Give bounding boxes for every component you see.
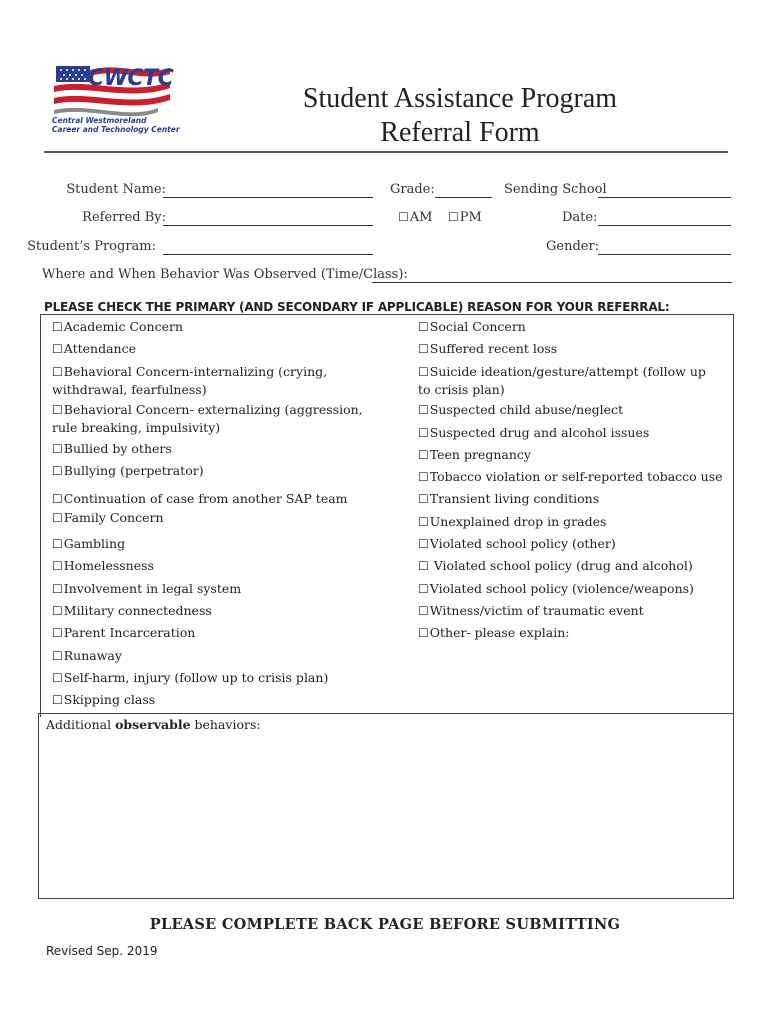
am-checkbox[interactable] [398, 210, 432, 225]
checkbox-icon: ☐ [52, 671, 63, 685]
checkbox-icon: ☐ [418, 515, 429, 529]
checkbox-icon: ☐ [418, 403, 429, 417]
referred-by-label: Referred By: [82, 210, 166, 225]
checkbox-icon: ☐ [398, 210, 409, 224]
reason-label: Transient living conditions [429, 491, 600, 506]
student-name-label: Student Name: [66, 182, 166, 197]
reason-label: Violated school policy (drug and alcohol) [429, 558, 693, 573]
checkbox-icon: ☐ [52, 537, 63, 551]
checkbox-icon: ☐ [418, 342, 429, 356]
pm-label: PM [459, 210, 482, 225]
checkbox-icon: ☐ [52, 442, 63, 456]
checkbox-icon: ☐ [52, 342, 63, 356]
checkbox-icon: ☐ [52, 320, 63, 334]
revised-date: Revised Sep. 2019 [46, 944, 158, 958]
checkbox-icon: ☐ [52, 365, 63, 379]
reason-checkbox[interactable] [52, 580, 241, 598]
reason-checkbox[interactable] [52, 624, 195, 642]
reason-label: Social Concern [429, 319, 526, 334]
checkbox-icon: ☐ [52, 649, 63, 663]
obs-suffix: behaviors: [190, 717, 261, 732]
reason-label: Gambling [63, 536, 126, 551]
reason-checkbox[interactable] [52, 462, 204, 480]
checkbox-icon: ☐ [52, 403, 63, 417]
reason-label: Suicide ideation/gesture/attempt (follow up to crisis plan) [418, 364, 706, 397]
reason-checkbox[interactable] [52, 490, 348, 508]
reason-label: Military connectedness [63, 603, 212, 618]
checkbox-icon: ☐ [418, 492, 429, 506]
reason-label: Homelessness [63, 558, 154, 573]
reason-checkbox[interactable] [418, 602, 644, 620]
checkbox-icon: ☐ [418, 470, 429, 484]
students-program-field[interactable] [163, 254, 373, 255]
checkbox-icon: ☐ [418, 448, 429, 462]
reason-label: Parent Incarceration [63, 625, 196, 640]
reason-checkbox[interactable] [418, 513, 606, 531]
where-when-field[interactable] [372, 282, 732, 283]
reason-label: Runaway [63, 648, 122, 663]
reason-checkbox[interactable] [52, 647, 122, 665]
checkbox-icon: ☐ [52, 604, 63, 618]
checkbox-icon: ☐ [448, 210, 459, 224]
referred-by-field[interactable] [163, 225, 373, 226]
reason-label: Witness/victim of traumatic event [429, 603, 644, 618]
reason-label: Unexplained drop in grades [429, 514, 607, 529]
reason-checkbox[interactable] [52, 363, 397, 399]
reason-checkbox[interactable] [418, 446, 531, 464]
checkbox-icon: ☐ [52, 582, 63, 596]
reason-label: Violated school policy (other) [429, 536, 616, 551]
reason-checkbox[interactable] [418, 624, 569, 642]
logo-subtitle-1: Central Westmoreland [52, 116, 147, 125]
reason-label: Continuation of case from another SAP team [63, 491, 348, 506]
cwctc-logo [48, 48, 180, 148]
header-divider [44, 151, 728, 153]
reason-label: Teen pregnancy [429, 447, 531, 462]
grade-field[interactable] [435, 197, 492, 198]
date-field[interactable] [598, 225, 731, 226]
obs-prefix: Additional [46, 717, 116, 732]
checkbox-icon: ☐ [52, 464, 63, 478]
observable-behaviors-textarea[interactable] [38, 713, 734, 899]
reason-checkbox[interactable] [52, 318, 183, 336]
checkbox-icon: ☐ [52, 693, 63, 707]
reason-label: Violated school policy (violence/weapons) [429, 581, 694, 596]
grade-label: Grade: [390, 182, 435, 197]
reason-label: Bullied by others [63, 441, 172, 456]
checkbox-icon: ☐ [418, 537, 429, 551]
logo-text: CWCTC [88, 66, 174, 91]
checkbox-icon: ☐ [52, 492, 63, 506]
reason-checkbox[interactable] [418, 340, 557, 358]
reason-checkbox[interactable] [418, 424, 649, 442]
checkbox-icon: ☐ [52, 626, 63, 640]
reason-checkbox[interactable] [52, 340, 136, 358]
students-program-label: Student’s Program: [27, 239, 156, 254]
reason-checkbox[interactable] [52, 401, 382, 437]
reason-label: Academic Concern [63, 319, 184, 334]
reason-label: Family Concern [63, 510, 164, 525]
where-when-label: Where and When Behavior Was Observed (Time/Class): [42, 267, 408, 282]
reason-checkbox[interactable] [418, 490, 599, 508]
reason-label: Other- please explain: [429, 625, 570, 640]
reason-checkbox[interactable] [418, 363, 718, 399]
reason-checkbox[interactable] [52, 535, 125, 553]
page-title [250, 82, 670, 150]
checkbox-icon: ☐ [418, 320, 429, 334]
checkbox-icon: ☐ [418, 582, 429, 596]
gender-field[interactable] [598, 254, 731, 255]
pm-checkbox[interactable] [448, 210, 482, 225]
reason-checkbox[interactable] [418, 580, 694, 598]
student-name-field[interactable] [163, 197, 373, 198]
checkbox-icon: ☐ [52, 511, 63, 525]
reason-checkbox[interactable] [52, 691, 155, 709]
reason-checkbox[interactable] [418, 468, 723, 486]
reason-label: Behavioral Concern-internalizing (crying, withdrawal, fearfulness) [52, 364, 328, 397]
observable-behaviors-label [46, 716, 261, 734]
checkbox-icon: ☐ [52, 559, 63, 573]
title-line-2: Referral Form [380, 117, 540, 148]
reason-label: Behavioral Concern- externalizing (aggression, rule breaking, impulsivity) [52, 402, 363, 435]
reason-label: Bullying (perpetrator) [63, 463, 204, 478]
checkbox-icon: ☐ [418, 559, 429, 573]
reason-checkbox[interactable] [418, 557, 693, 575]
checkbox-icon: ☐ [418, 426, 429, 440]
footer-notice: PLEASE COMPLETE BACK PAGE BEFORE SUBMITTING [149, 916, 621, 933]
reason-label: Skipping class [63, 692, 156, 707]
reason-label: Involvement in legal system [63, 581, 242, 596]
reason-label: Self-harm, injury (follow up to crisis plan) [63, 670, 329, 685]
checkbox-icon: ☐ [418, 626, 429, 640]
reason-label: Tobacco violation or self-reported tobacco use [429, 469, 723, 484]
sending-school-label: Sending School [504, 182, 607, 197]
checkbox-icon: ☐ [418, 604, 429, 618]
am-label: AM [409, 210, 433, 225]
reason-label: Suspected child abuse/neglect [429, 402, 624, 417]
reason-label: Suffered recent loss [429, 341, 558, 356]
reason-label: Suspected drug and alcohol issues [429, 425, 650, 440]
reason-checkbox[interactable] [52, 509, 164, 527]
reason-checkbox[interactable] [418, 318, 526, 336]
logo-subtitle-2: Career and Technology Center [52, 125, 180, 134]
obs-bold: observable [115, 717, 191, 732]
reason-label: Attendance [63, 341, 136, 356]
reason-checkbox[interactable] [52, 602, 212, 620]
reasons-header: PLEASE CHECK THE PRIMARY (AND SECONDARY IF APPLICABLE) REASON FOR YOUR REFERRAL: [44, 300, 670, 314]
reason-checkbox[interactable] [52, 440, 172, 458]
title-line-1: Student Assistance Program [302, 83, 618, 114]
gender-label: Gender: [546, 239, 600, 254]
checkbox-icon: ☐ [418, 365, 429, 379]
reason-checkbox[interactable] [52, 669, 328, 687]
reason-checkbox[interactable] [418, 535, 616, 553]
date-label: Date: [562, 210, 598, 225]
sending-school-field[interactable] [598, 197, 731, 198]
reason-checkbox[interactable] [52, 557, 154, 575]
reason-checkbox[interactable] [418, 401, 623, 419]
